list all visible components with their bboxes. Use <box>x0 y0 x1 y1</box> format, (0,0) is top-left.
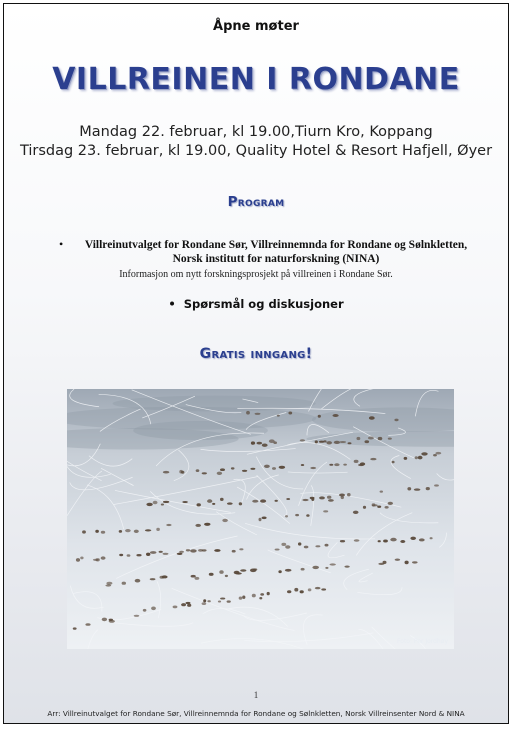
header-top-text: Åpne møter <box>213 19 299 34</box>
free-entry-text: Gratis inngang! <box>199 346 313 362</box>
bullet-icon: • <box>59 237 64 251</box>
photo-credit: Foto: Per Jordhøy <box>397 638 448 645</box>
program-heading: Program <box>227 194 285 210</box>
program-item-1-text: Villreinutvalget for Rondane Sør, Villreinnemnda for Rondane og Sølnkletten, Norsk institutt for naturforskning (NINA) <box>84 239 468 265</box>
main-title: VILLREINEN I RONDANE <box>52 62 460 97</box>
program-item-2 <box>4 297 508 311</box>
footer-organizers: Arr: Villreinutvalget for Rondane Sør, Villreinnemnda for Rondane og Sølnkletten, Norsk Villreinsenter Nord & NINA <box>47 709 465 718</box>
meeting-line-2: Tirsdag 23. februar, kl 19.00, Quality Hotel & Resort Hafjell, Øyer <box>19 143 493 159</box>
bullet-icon: • <box>168 297 184 311</box>
page-number: 1 <box>253 690 259 700</box>
program-item-1 <box>59 238 479 266</box>
meeting-line-1: Mandag 22. februar, kl 19.00,Tiurn Kro, Koppang <box>79 124 433 140</box>
flyer-page <box>3 3 509 724</box>
reindeer-photo <box>67 389 454 649</box>
program-item-1-subtext: Informasjon om nytt forskningsprosjekt på villreinen i Rondane Sør. <box>119 269 393 280</box>
program-item-2-text: Spørsmål og diskusjoner <box>183 297 344 311</box>
